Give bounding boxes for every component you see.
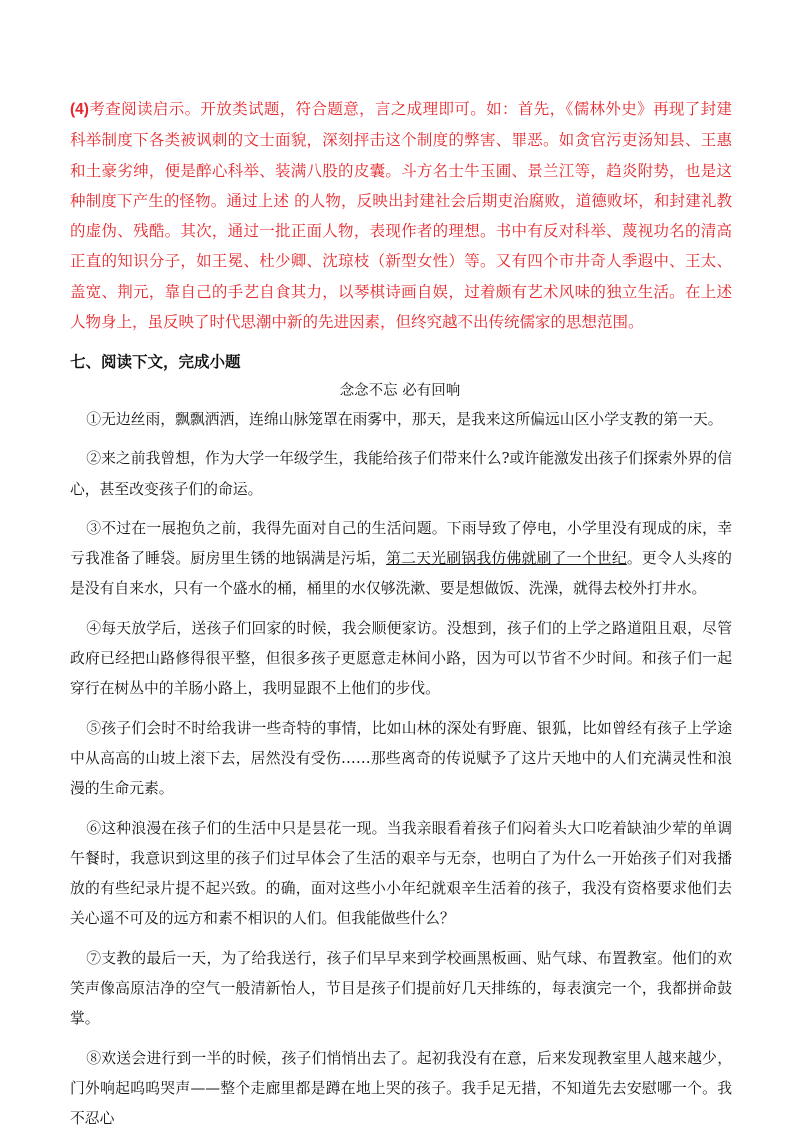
paragraph-3 bbox=[70, 514, 732, 605]
paragraph-3-start: ③不过在一展抱负之前，我得先面对自己的生活问题。下雨导致了停电，小学里没有现成的床，幸亏我准备了睡袋。厨房里生锈的地锅满是污垢， bbox=[70, 519, 732, 568]
essay-body bbox=[70, 405, 732, 1144]
paragraph-7: ⑦支教的最后一天，为了给我送行，孩子们早早来到学校画黑板画、贴气球、布置教室。他们的欢笑声像高原洁净的空气一般清新怡人，节目是孩子们提前好几天排练的，每表演完一个，我都拼命鼓掌。 bbox=[70, 949, 732, 1028]
paragraph-5: ⑤孩子们会时不时给我讲一些奇特的事情，比如山林的深处有野鹿、银狐，比如曾经有孩子上学途中从高高的山坡上滚下去，居然没有受伤……那些离奇的传说赋予了这片天地中的人们充满灵性和浪漫的生命元素。 bbox=[70, 719, 732, 798]
paragraph-2: ②来之前我曾想，作为大学一年级学生，我能给孩子们带来什么?或许能激发出孩子们探索外界的信心，甚至改变孩子们的命运。 bbox=[70, 450, 732, 498]
section-heading: 七、阅读下文，完成小题 bbox=[70, 353, 241, 371]
paragraph-4: ④每天放学后，送孩子们回家的时候，我会顺便家访。没想到，孩子们的上学之路道阻且艰，尽管政府已经把山路修得很平整，但很多孩子更愿意走林间小路，因为可以节省不少时间。和孩子们一起穿行在树丛中的羊肠小路上，我明显跟不上他们的步伐。 bbox=[70, 619, 732, 698]
essay-title: 念念不忘 必有回响 bbox=[339, 383, 461, 399]
paragraph-8: ⑧欢送会进行到一半的时候，孩子们悄悄出去了。起初我没有在意，后来发现教室里人越来越少，门外响起呜呜哭声——整个走廊里都是蹲在地上哭的孩子。我手足无措，不知道先去安慰哪一个。我不忍心 bbox=[70, 1049, 732, 1128]
answer-number: (4) bbox=[70, 101, 89, 118]
paragraph-1: ①无边丝雨，飘飘洒洒，连绵山脉笼罩在雨雾中，那天，是我来这所偏远山区小学支教的第一天。 bbox=[86, 411, 723, 428]
paragraph-6: ⑥这种浪漫在孩子们的生活中只是昙花一现。当我亲眼看着孩子们闷着头大口吃着缺油少荤的单调午餐时，我意识到这里的孩子们过早体会了生活的艰辛与无奈，也明白了为什么一开始孩子们对我播放的有些纪录片提不起兴致。的确，面对这些小小年纪就艰辛生活着的孩子，我没有资格要求他们去关心遥不可及的远方和素不相识的人们。但我能做些什么？ bbox=[70, 819, 732, 928]
answer-text: 考查阅读启示。开放类试题，符合题意，言之成理即可。如：首先，《儒林外史》再现了封建科举制度下各类被讽刺的文士面貌，深刻抨击这个制度的弊害、罪恶。如贪官污吏汤知县、王惠和土豪劣绅，便是醉心科举、装满八股的皮囊。斗方名士牛玉圃、景兰江等，趋炎附势，也是这种制度下产生的怪物。通过上述 的人物，反映出封建社会后期吏治腐败，道德败坏，和封建礼教的虚伪、残酷。其次，通过一批正面人物，表现作者的理想。书中有反对科举、蔑视功名的清高正直的知识分子，如王冕、杜少卿、沈琼枝（新型女性）等。又有四个市井奇人季遐中、王太、盖宽、荆元，靠自己的手艺自食其力，以琴棋诗画自娱，过着颇有艺术风味的独立生活。在上述人物身上，虽反映了时代思潮中新的先进因素，但终究越不出传统儒家的思想范围。 bbox=[70, 100, 732, 332]
underlined-sentence: 第二天光刷锅我仿佛就刷了一个世纪 bbox=[386, 550, 627, 568]
paragraph-3-end: 。更令人头疼的是没有自来水，只有一个盛水的桶，桶里的水仅够洗漱、要是想做饭、洗澡，就得去校外打井水。 bbox=[70, 550, 732, 598]
answer-paragraph bbox=[70, 94, 732, 337]
